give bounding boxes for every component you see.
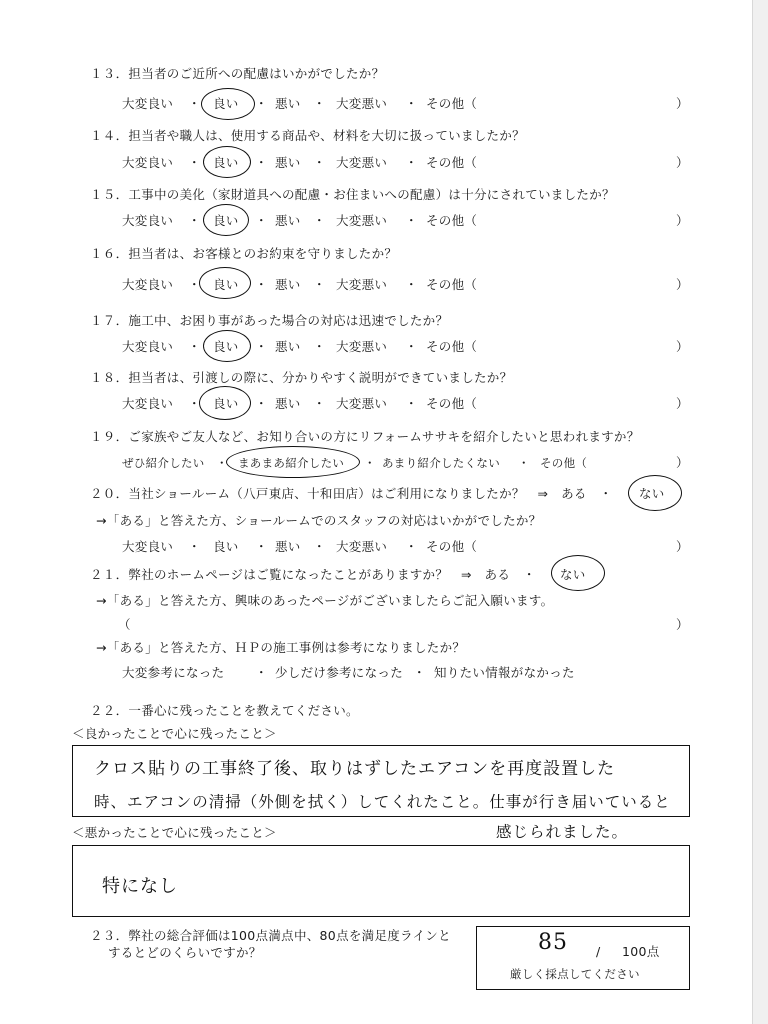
q21-opt-very-helpful: 大変参考になった: [122, 665, 225, 680]
q20-opt-other: その他（: [426, 539, 478, 554]
q20-sub-question: →「ある」と答えた方、ショールームでのスタッフの対応はいかがでしたか？: [96, 513, 542, 528]
question-22: ２２．一番心に残ったことを教えてください。: [90, 703, 359, 718]
good-memory-line-2: 時、エアコンの清掃（外側を拭く）してくれたこと。仕事が行き届いていると: [94, 793, 671, 811]
q14-opt-very-good: 大変良い: [122, 155, 174, 170]
score-note: 厳しく採点してください: [510, 967, 640, 981]
question-20: ２０．当社ショールーム（八戸東店、十和田店）はご利用になりましたか？ ⇒ ある ・: [90, 486, 613, 501]
q21-close-paren: ）: [676, 617, 689, 632]
q17-close: ）: [676, 339, 689, 354]
question-13: １３．担当者のご近所への配慮はいかがでしたか？: [90, 66, 385, 81]
good-memory-line-3: 感じられました。: [496, 823, 629, 841]
q21-answer-circle: [551, 555, 605, 591]
q21-sub-question-1: →「ある」と答えた方、興味のあったページがございましたらご記入願います。: [96, 593, 554, 608]
q13-opt-bad: 悪い: [275, 96, 301, 111]
q20-answer-circle: [628, 475, 682, 511]
q16-close: ）: [676, 277, 689, 292]
question-16: １６．担当者は、お客様とのお約束を守りましたか？: [90, 246, 398, 261]
q21-open-paren: （: [118, 617, 131, 632]
q16-opt-very-bad: 大変悪い: [336, 277, 388, 292]
q20-opt-very-bad: 大変悪い: [336, 539, 388, 554]
bad-memory-label: ＜悪かったことで心に残ったこと＞: [72, 825, 277, 840]
q17-opt-good: 良い: [213, 339, 239, 354]
q16-answer-circle: [199, 267, 251, 299]
q19-opt-somewhat: まあまあ紹介したい: [238, 456, 345, 470]
score-value: 85: [538, 930, 568, 955]
q17-opt-other: その他（: [426, 339, 478, 354]
q21-sub-question-2: →「ある」と答えた方、ＨＰの施工事例は参考になりましたか？: [96, 640, 466, 655]
q19-close: ）: [676, 455, 689, 470]
q14-answer-circle: [203, 146, 251, 178]
q15-close: ）: [676, 213, 689, 228]
q19-answer-circle: [226, 446, 360, 478]
q13-opt-very-good: 大変良い: [122, 96, 174, 111]
question-21: ２１．弊社のホームページはご覧になったことがありますか？ ⇒ ある ・: [90, 567, 536, 582]
q15-opt-very-bad: 大変悪い: [336, 213, 388, 228]
question-18: １８．担当者は、引渡しの際に、分かりやすく説明ができていましたか？: [90, 370, 513, 385]
q20-opt-bad: 悪い: [275, 539, 301, 554]
q13-close: ）: [676, 96, 689, 111]
q17-opt-very-bad: 大変悪い: [336, 339, 388, 354]
score-max: 100点: [622, 944, 660, 959]
q20-opt-good: 良い: [213, 539, 239, 554]
q18-opt-very-good: 大変良い: [122, 396, 174, 411]
q16-opt-bad: 悪い: [275, 277, 301, 292]
q14-opt-good: 良い: [213, 155, 239, 170]
q18-opt-bad: 悪い: [275, 396, 301, 411]
q18-opt-very-bad: 大変悪い: [336, 396, 388, 411]
q14-close: ）: [676, 155, 689, 170]
q19-opt-not-much: あまり紹介したくない: [382, 456, 500, 470]
question-23-line-1: ２３．弊社の総合評価は100点満点中、80点を満足度ラインと: [90, 928, 451, 943]
score-slash: /: [596, 944, 601, 959]
q16-opt-other: その他（: [426, 277, 478, 292]
q19-opt-strongly: ぜひ紹介したい: [122, 456, 205, 470]
q15-opt-bad: 悪い: [275, 213, 301, 228]
q18-answer-circle: [199, 386, 251, 420]
q17-opt-very-good: 大変良い: [122, 339, 174, 354]
good-memory-label: ＜良かったことで心に残ったこと＞: [72, 726, 277, 741]
q15-opt-very-good: 大変良い: [122, 213, 174, 228]
q13-opt-other: その他（: [426, 96, 478, 111]
q13-opt-good: 良い: [213, 96, 239, 111]
q18-close: ）: [676, 396, 689, 411]
question-15: １５．工事中の美化（家財道具への配慮・お住まいへの配慮）は十分にされていましたか？: [90, 187, 615, 202]
question-17: １７．施工中、お困り事があった場合の対応は迅速でしたか？: [90, 313, 449, 328]
q18-opt-other: その他（: [426, 396, 478, 411]
q19-opt-other: その他（: [540, 456, 588, 470]
q17-answer-circle: [203, 330, 251, 362]
q15-opt-good: 良い: [213, 213, 239, 228]
q20-close: ）: [676, 539, 689, 554]
q14-opt-very-bad: 大変悪い: [336, 155, 388, 170]
q20-answer-none: ない: [639, 486, 665, 501]
page-edge: [752, 0, 768, 1024]
q13-opt-very-bad: 大変悪い: [336, 96, 388, 111]
q14-opt-other: その他（: [426, 155, 478, 170]
question-14: １４．担当者や職人は、使用する商品や、材料を大切に扱っていましたか？: [90, 128, 525, 143]
q21-opt-not-found: 知りたい情報がなかった: [434, 665, 575, 680]
q18-opt-good: 良い: [213, 396, 239, 411]
q16-opt-very-good: 大変良い: [122, 277, 174, 292]
q16-opt-good: 良い: [213, 277, 239, 292]
question-19: １９．ご家族やご友人など、お知り合いの方にリフォームササキを紹介したいと思われますか？: [90, 429, 640, 444]
q21-opt-slightly-helpful: 少しだけ参考になった: [275, 665, 404, 680]
good-memory-line-1: クロス貼りの工事終了後、取りはずしたエアコンを再度設置した: [94, 759, 616, 779]
q13-answer-circle: [201, 88, 255, 120]
q15-answer-circle: [203, 204, 249, 236]
q15-opt-other: その他（: [426, 213, 478, 228]
q21-answer-none: ない: [560, 567, 586, 582]
bad-memory-text: 特になし: [102, 876, 178, 897]
question-23-line-2: するとどのくらいですか？: [108, 945, 262, 960]
q17-opt-bad: 悪い: [275, 339, 301, 354]
q14-opt-bad: 悪い: [275, 155, 301, 170]
q20-opt-very-good: 大変良い: [122, 539, 174, 554]
